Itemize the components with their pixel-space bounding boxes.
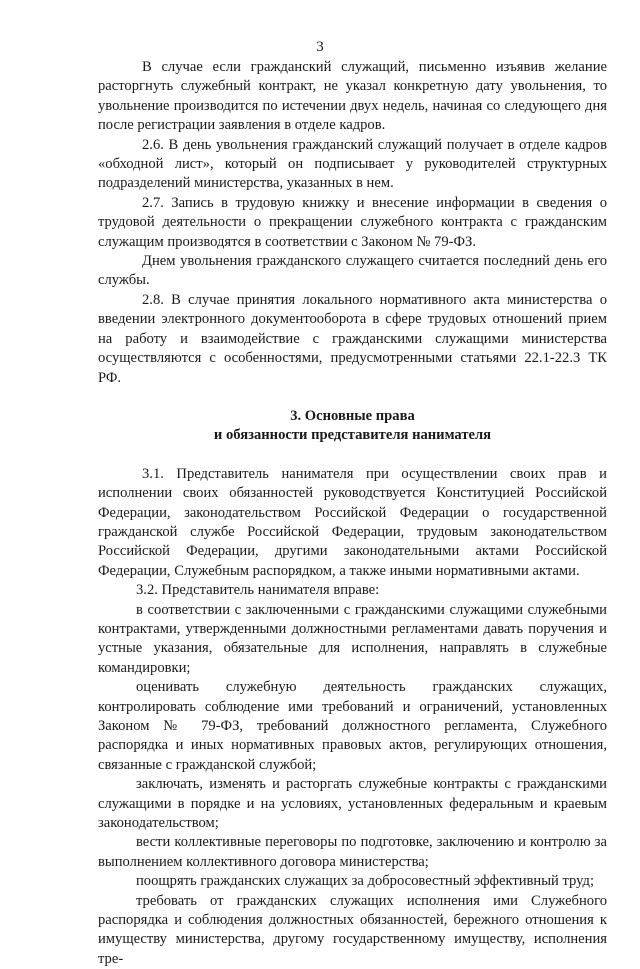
list-item-instructions: в соответствии с заключенными с гражданскими служащими служебными контрактами, утвержденными должностными регламентами давать поручения и устные указания, обязательные для исполнения, направлять в служебные командировки; [98, 601, 607, 676]
list-item-contracts: заключать, изменять и расторгать служебные контракты с гражданскими служащими в порядке и на условиях, установленных федеральным и краевым законодательством; [98, 776, 607, 832]
list-item-require: требовать от гражданских служащих исполнения ими Служебного распорядка и соблюдения должностных обязанностей, бережного отношения к имуществу министерства, другому государственному имуществу, исполнения тре- [98, 892, 607, 967]
document-body [98, 58, 607, 969]
section-3-title-line1: 3. Основные права [290, 407, 415, 424]
paragraph-2-8: 2.8. В случае принятия локального нормативного акта министерства о введении электронного документооборота в сфере трудовых отношений прием на работу и взаимодействие с гражданскими служащими министерства осуществляются с особенностями, предусмотренными статьями 22.1-22.3 ТК РФ. [98, 291, 607, 386]
paragraph-3-1: 3.1. Представитель нанимателя при осуществлении своих прав и исполнении своих обязанностей руководствуется Конституцией Российской Федерации, законодательством Российской Федерации о государственной гражданской службе Российской Федерации, трудовым законодательством Российской Федерации, другими законодательными актами Российской Федерации, Служебным распорядком, а также иными нормативными актами. [98, 465, 607, 579]
paragraph-3-2: 3.2. Представитель нанимателя вправе: [136, 582, 380, 599]
section-3-title-line2: и обязанности представителя нанимателя [213, 427, 492, 444]
list-item-encourage: поощрять гражданских служащих за добросовестный эффективный труд; [136, 873, 595, 890]
paragraph-2-6: 2.6. В день увольнения гражданский служащий получает в отделе кадров «обходной лист», который он подписывает у руководителей структурных подразделений министерства, указанных в нем. [98, 136, 607, 192]
section-3-title [98, 407, 607, 446]
paragraph-dismissal-day: Днем увольнения гражданского служащего считается последний день его службы. [98, 253, 607, 289]
paragraph-2-7: 2.7. Запись в трудовую книжку и внесение информации в сведения о трудовой деятельности о прекращении служебного контракта с гражданским служащим производятся в соответствии с Законом № 79-ФЗ. [98, 194, 607, 250]
paragraph-dismissal-date: В случае если гражданский служащий, письменно изъявив желание расторгнуть служебный контракт, не указал конкретную дату увольнения, то увольнение производится по истечении двух недель, начиная со следующего дня после регистрации заявления в отделе кадров. [98, 59, 607, 134]
page-number: 3 [316, 39, 324, 55]
list-item-negotiations: вести коллективные переговоры по подготовке, заключению и контролю за выполнением коллективного договора министерства; [98, 834, 607, 870]
list-item-evaluate: оценивать служебную деятельность гражданских служащих, контролировать соблюдение ими требований и ограничений, установленных Законом № 79-ФЗ, требований должностного регламента, Служебного распорядка и иных нормативных правовых актов, регулирующих отношения, связанные с гражданской службой; [98, 679, 607, 773]
